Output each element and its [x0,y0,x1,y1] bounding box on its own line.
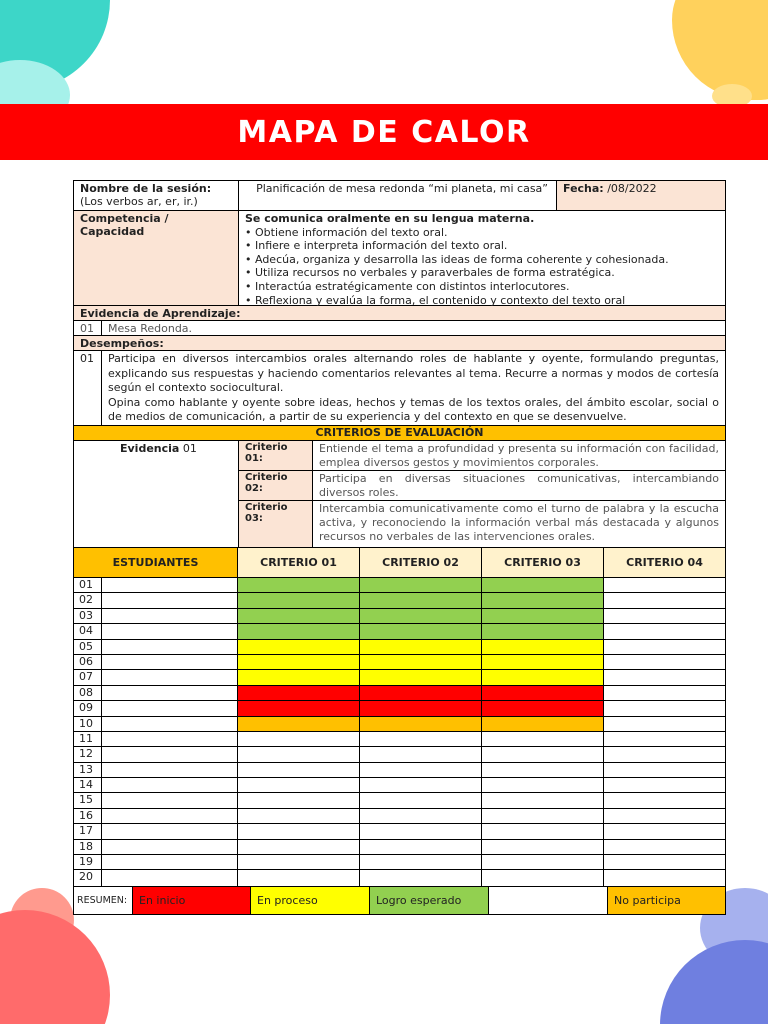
criterio-04-cell[interactable] [604,701,725,715]
criterios-header: CRITERIOS DE EVALUACIÓN [315,426,484,439]
student-row [74,701,725,716]
student-row [74,793,725,808]
decor-blob-blue [660,940,768,1024]
competencia-content [239,211,725,305]
criterio-01-cell[interactable] [238,640,360,654]
criterio-04-cell[interactable] [604,824,725,838]
capacidad-item: • Obtiene información del texto oral. [245,225,448,239]
student-row [74,809,725,824]
student-row [74,747,725,762]
desempenos-content [102,351,725,425]
student-name-cell[interactable] [102,593,238,607]
capacidad-item: • Utiliza recursos no verbales y paraverbales de forma estratégica. [245,266,615,280]
student-number: 13 [74,763,102,777]
criterio-02-cell[interactable] [360,763,482,777]
session-name-sub: (Los verbos ar, er, ir.) [80,195,198,208]
criterio-03-cell[interactable] [482,578,604,592]
student-row [74,624,725,639]
criterios-header-row [74,426,725,441]
decor-blob-coral [0,910,110,1024]
legend-text: No participa [614,893,681,907]
criterio-01-cell[interactable] [238,670,360,684]
date-value: /08/2022 [607,182,657,195]
desempenos-num: 01 [74,351,102,425]
criterio-label: Criterio 02: [239,471,313,500]
criterio-03-cell[interactable] [482,778,604,792]
date-label: Fecha: [563,182,604,195]
criterio-text: Entiende el tema a profundidad y presenta su información con facilidad, emplea diversos gestos y movimientos corporales. [319,442,719,469]
criterio-04-cell[interactable] [604,655,725,669]
criterio-03-cell[interactable] [482,686,604,700]
criterio-03-cell[interactable] [482,670,604,684]
criterio-03-cell[interactable] [482,624,604,638]
evidencia-text: Mesa Redonda. [108,322,193,335]
criterio-01-cell[interactable] [238,732,360,746]
criterio-04-cell[interactable] [604,593,725,607]
student-number: 02 [74,593,102,607]
student-number: 04 [74,624,102,638]
heatmap-rows [74,578,725,886]
criterio-04-cell[interactable] [604,717,725,731]
student-row [74,840,725,855]
evidencia-num: 01 [74,321,102,335]
criterio-label: Criterio 03: [239,501,313,547]
criterio-01-cell[interactable] [238,747,360,761]
criterios-row [74,441,725,547]
legend-blank [489,887,608,914]
student-number: 09 [74,701,102,715]
student-number: 07 [74,670,102,684]
criterio-02-cell[interactable] [360,809,482,823]
criterio-01-cell[interactable] [238,655,360,669]
desempeno-paragraph-2: Opina como hablante y oyente sobre ideas, hechos y temas de los textos orales, del ámbito escolar, social o de medios de comunicación, a partir de su experiencia y del contexto en que se desenvuelve. [108,395,719,423]
criterios-evidence-num: 01 [182,442,197,455]
criterio-02-cell[interactable] [360,655,482,669]
criterios-list [239,441,725,547]
criterio-04-cell[interactable] [604,840,725,854]
criterio-02-cell[interactable] [360,870,482,885]
student-number: 03 [74,609,102,623]
student-row [74,732,725,747]
student-number: 10 [74,717,102,731]
heatmap-table [73,548,726,887]
criterio-03-cell[interactable] [482,732,604,746]
student-name-cell[interactable] [102,747,238,761]
legend-en-inicio [133,887,251,914]
criterio-02-cell[interactable] [360,824,482,838]
criterio-02-cell[interactable] [360,793,482,807]
criterio-01-cell[interactable] [238,793,360,807]
legend-text: En inicio [139,893,186,907]
student-number: 11 [74,732,102,746]
header-estudiantes: ESTUDIANTES [74,548,238,577]
criterio-item [239,471,725,501]
legend-label: RESUMEN: [74,887,133,914]
criterio-01-cell[interactable] [238,701,360,715]
header-criterio-02: CRITERIO 02 [360,548,482,577]
criterio-01-cell[interactable] [238,809,360,823]
criterio-04-cell[interactable] [604,624,725,638]
criterio-01-cell[interactable] [238,840,360,854]
criterio-02-cell[interactable] [360,732,482,746]
header-criterio-01: CRITERIO 01 [238,548,360,577]
criterio-01-cell[interactable] [238,717,360,731]
criterios-evidence-label: Evidencia [120,442,180,455]
legend-en-proceso [251,887,370,914]
criterio-04-cell[interactable] [604,778,725,792]
criterio-02-cell[interactable] [360,624,482,638]
evidencia-row [74,321,725,336]
session-info-box [73,180,726,548]
student-row [74,593,725,608]
criterio-item [239,501,725,547]
criterio-03-cell[interactable] [482,640,604,654]
capacidad-item: • Reflexiona y evalúa la forma, el contenido y contexto del texto oral [245,293,626,307]
legend-text: Logro esperado [376,893,462,907]
student-name-cell[interactable] [102,686,238,700]
student-number: 12 [74,747,102,761]
criterio-03-cell[interactable] [482,870,604,885]
criterio-04-cell[interactable] [604,732,725,746]
criterio-03-cell[interactable] [482,655,604,669]
criterio-04-cell[interactable] [604,640,725,654]
criterio-04-cell[interactable] [604,763,725,777]
student-row [74,655,725,670]
criterio-03-cell[interactable] [482,840,604,854]
criterio-01-cell[interactable] [238,763,360,777]
desempenos-header-row [74,336,725,351]
student-name-cell[interactable] [102,824,238,838]
criterio-02-cell[interactable] [360,609,482,623]
criterio-03-cell[interactable] [482,701,604,715]
criterio-label: Criterio 01: [239,441,313,470]
student-name-cell[interactable] [102,655,238,669]
criterio-02-cell[interactable] [360,778,482,792]
student-number: 06 [74,655,102,669]
criterio-03-cell[interactable] [482,763,604,777]
criterio-01-cell[interactable] [238,778,360,792]
criterio-04-cell[interactable] [604,747,725,761]
criterio-03-cell[interactable] [482,824,604,838]
student-name-cell[interactable] [102,701,238,715]
criterio-item [239,441,725,471]
capacidad-item: • Adecúa, organiza y desarrolla las ideas de forma coherente y cohesionada. [245,252,669,266]
page-title: MAPA DE CALOR [237,114,531,150]
student-name-cell[interactable] [102,640,238,654]
criterio-03-cell[interactable] [482,593,604,607]
student-number: 16 [74,809,102,823]
criterio-01-cell[interactable] [238,855,360,869]
criterio-03-cell[interactable] [482,717,604,731]
criterio-04-cell[interactable] [604,809,725,823]
criterio-01-cell[interactable] [238,609,360,623]
criterio-04-cell[interactable] [604,870,725,885]
criterio-text: Participa en diversas situaciones comunicativas, intercambiando diversos roles. [319,472,719,499]
competencia-heading: Se comunica oralmente en su lengua materna. [245,212,535,225]
student-name-cell[interactable] [102,717,238,731]
desempeno-paragraph-1: Participa en diversos intercambios orales alternando roles de hablante y oyente, formulando preguntas, explicando sus respuestas y haciendo comentarios relevantes al tema. Recurre a normas y modos de cortesía según el contexto sociocultural. [108,352,719,394]
legend-row [73,887,726,915]
criterio-03-cell[interactable] [482,609,604,623]
student-name-cell[interactable] [102,855,238,869]
student-row [74,717,725,732]
student-row [74,824,725,839]
header-criterio-03: CRITERIO 03 [482,548,604,577]
student-name-cell[interactable] [102,870,238,885]
session-date-cell [557,181,725,210]
criterio-01-cell[interactable] [238,593,360,607]
session-row [74,181,725,211]
student-name-cell[interactable] [102,670,238,684]
desempenos-label: Desempeños: [80,337,164,350]
criterio-02-cell[interactable] [360,855,482,869]
student-name-cell[interactable] [102,578,238,592]
session-name-value: Planificación de mesa redonda “mi planeta, mi casa” [256,182,548,195]
legend-no-participa [608,887,725,914]
criterio-02-cell[interactable] [360,578,482,592]
evaluation-sheet [73,180,726,915]
session-label-cell [74,181,239,210]
criterio-02-cell[interactable] [360,640,482,654]
criterio-04-cell[interactable] [604,686,725,700]
criterio-04-cell[interactable] [604,609,725,623]
criterio-03-cell[interactable] [482,855,604,869]
criterio-01-cell[interactable] [238,870,360,885]
legend-text: En proceso [257,893,318,907]
student-name-cell[interactable] [102,778,238,792]
criterio-02-cell[interactable] [360,747,482,761]
student-row [74,578,725,593]
legend-logro-esperado [370,887,489,914]
student-number: 20 [74,870,102,885]
capacidad-item: • Infiere e interpreta información del texto oral. [245,239,508,253]
student-name-cell[interactable] [102,763,238,777]
heatmap-header-row [74,548,725,578]
criterio-02-cell[interactable] [360,701,482,715]
criterio-01-cell[interactable] [238,578,360,592]
student-name-cell[interactable] [102,793,238,807]
evidencia-header-row [74,306,725,321]
session-name-cell [239,181,557,210]
criterio-text: Intercambia comunicativamente como el turno de palabra y la escucha activa, y reconociendo la información verbal más destacada y algunos recursos no verbales de las intervenciones orales. [319,502,719,543]
student-number: 01 [74,578,102,592]
criterio-03-cell[interactable] [482,747,604,761]
criterio-01-cell[interactable] [238,686,360,700]
student-name-cell[interactable] [102,732,238,746]
student-row [74,686,725,701]
competencia-row [74,211,725,306]
student-number: 14 [74,778,102,792]
criterio-01-cell[interactable] [238,824,360,838]
student-number: 05 [74,640,102,654]
student-row [74,609,725,624]
criterio-01-cell[interactable] [238,624,360,638]
desempenos-row [74,351,725,426]
student-name-cell[interactable] [102,809,238,823]
criterio-04-cell[interactable] [604,855,725,869]
criterio-04-cell[interactable] [604,670,725,684]
criterios-evidence-cell [74,441,239,547]
criterio-03-cell[interactable] [482,793,604,807]
student-number: 19 [74,855,102,869]
student-number: 15 [74,793,102,807]
session-name-label: Nombre de la sesión: [80,182,212,195]
evidencia-label: Evidencia de Aprendizaje: [80,307,241,320]
student-row [74,855,725,870]
student-number: 18 [74,840,102,854]
criterio-04-cell[interactable] [604,578,725,592]
title-banner [0,104,768,160]
student-row [74,763,725,778]
student-row [74,670,725,685]
student-name-cell[interactable] [102,609,238,623]
criterio-02-cell[interactable] [360,686,482,700]
capacidad-item: • Interactúa estratégicamente con distintos interlocutores. [245,279,570,293]
criterio-02-cell[interactable] [360,717,482,731]
header-criterio-04: CRITERIO 04 [604,548,725,577]
competencia-label: Competencia / Capacidad [74,211,239,305]
criterio-04-cell[interactable] [604,793,725,807]
criterio-02-cell[interactable] [360,670,482,684]
criterio-02-cell[interactable] [360,840,482,854]
student-name-cell[interactable] [102,624,238,638]
criterio-02-cell[interactable] [360,593,482,607]
student-number: 17 [74,824,102,838]
student-name-cell[interactable] [102,840,238,854]
student-row [74,778,725,793]
student-number: 08 [74,686,102,700]
student-row [74,870,725,885]
student-row [74,640,725,655]
criterio-03-cell[interactable] [482,809,604,823]
